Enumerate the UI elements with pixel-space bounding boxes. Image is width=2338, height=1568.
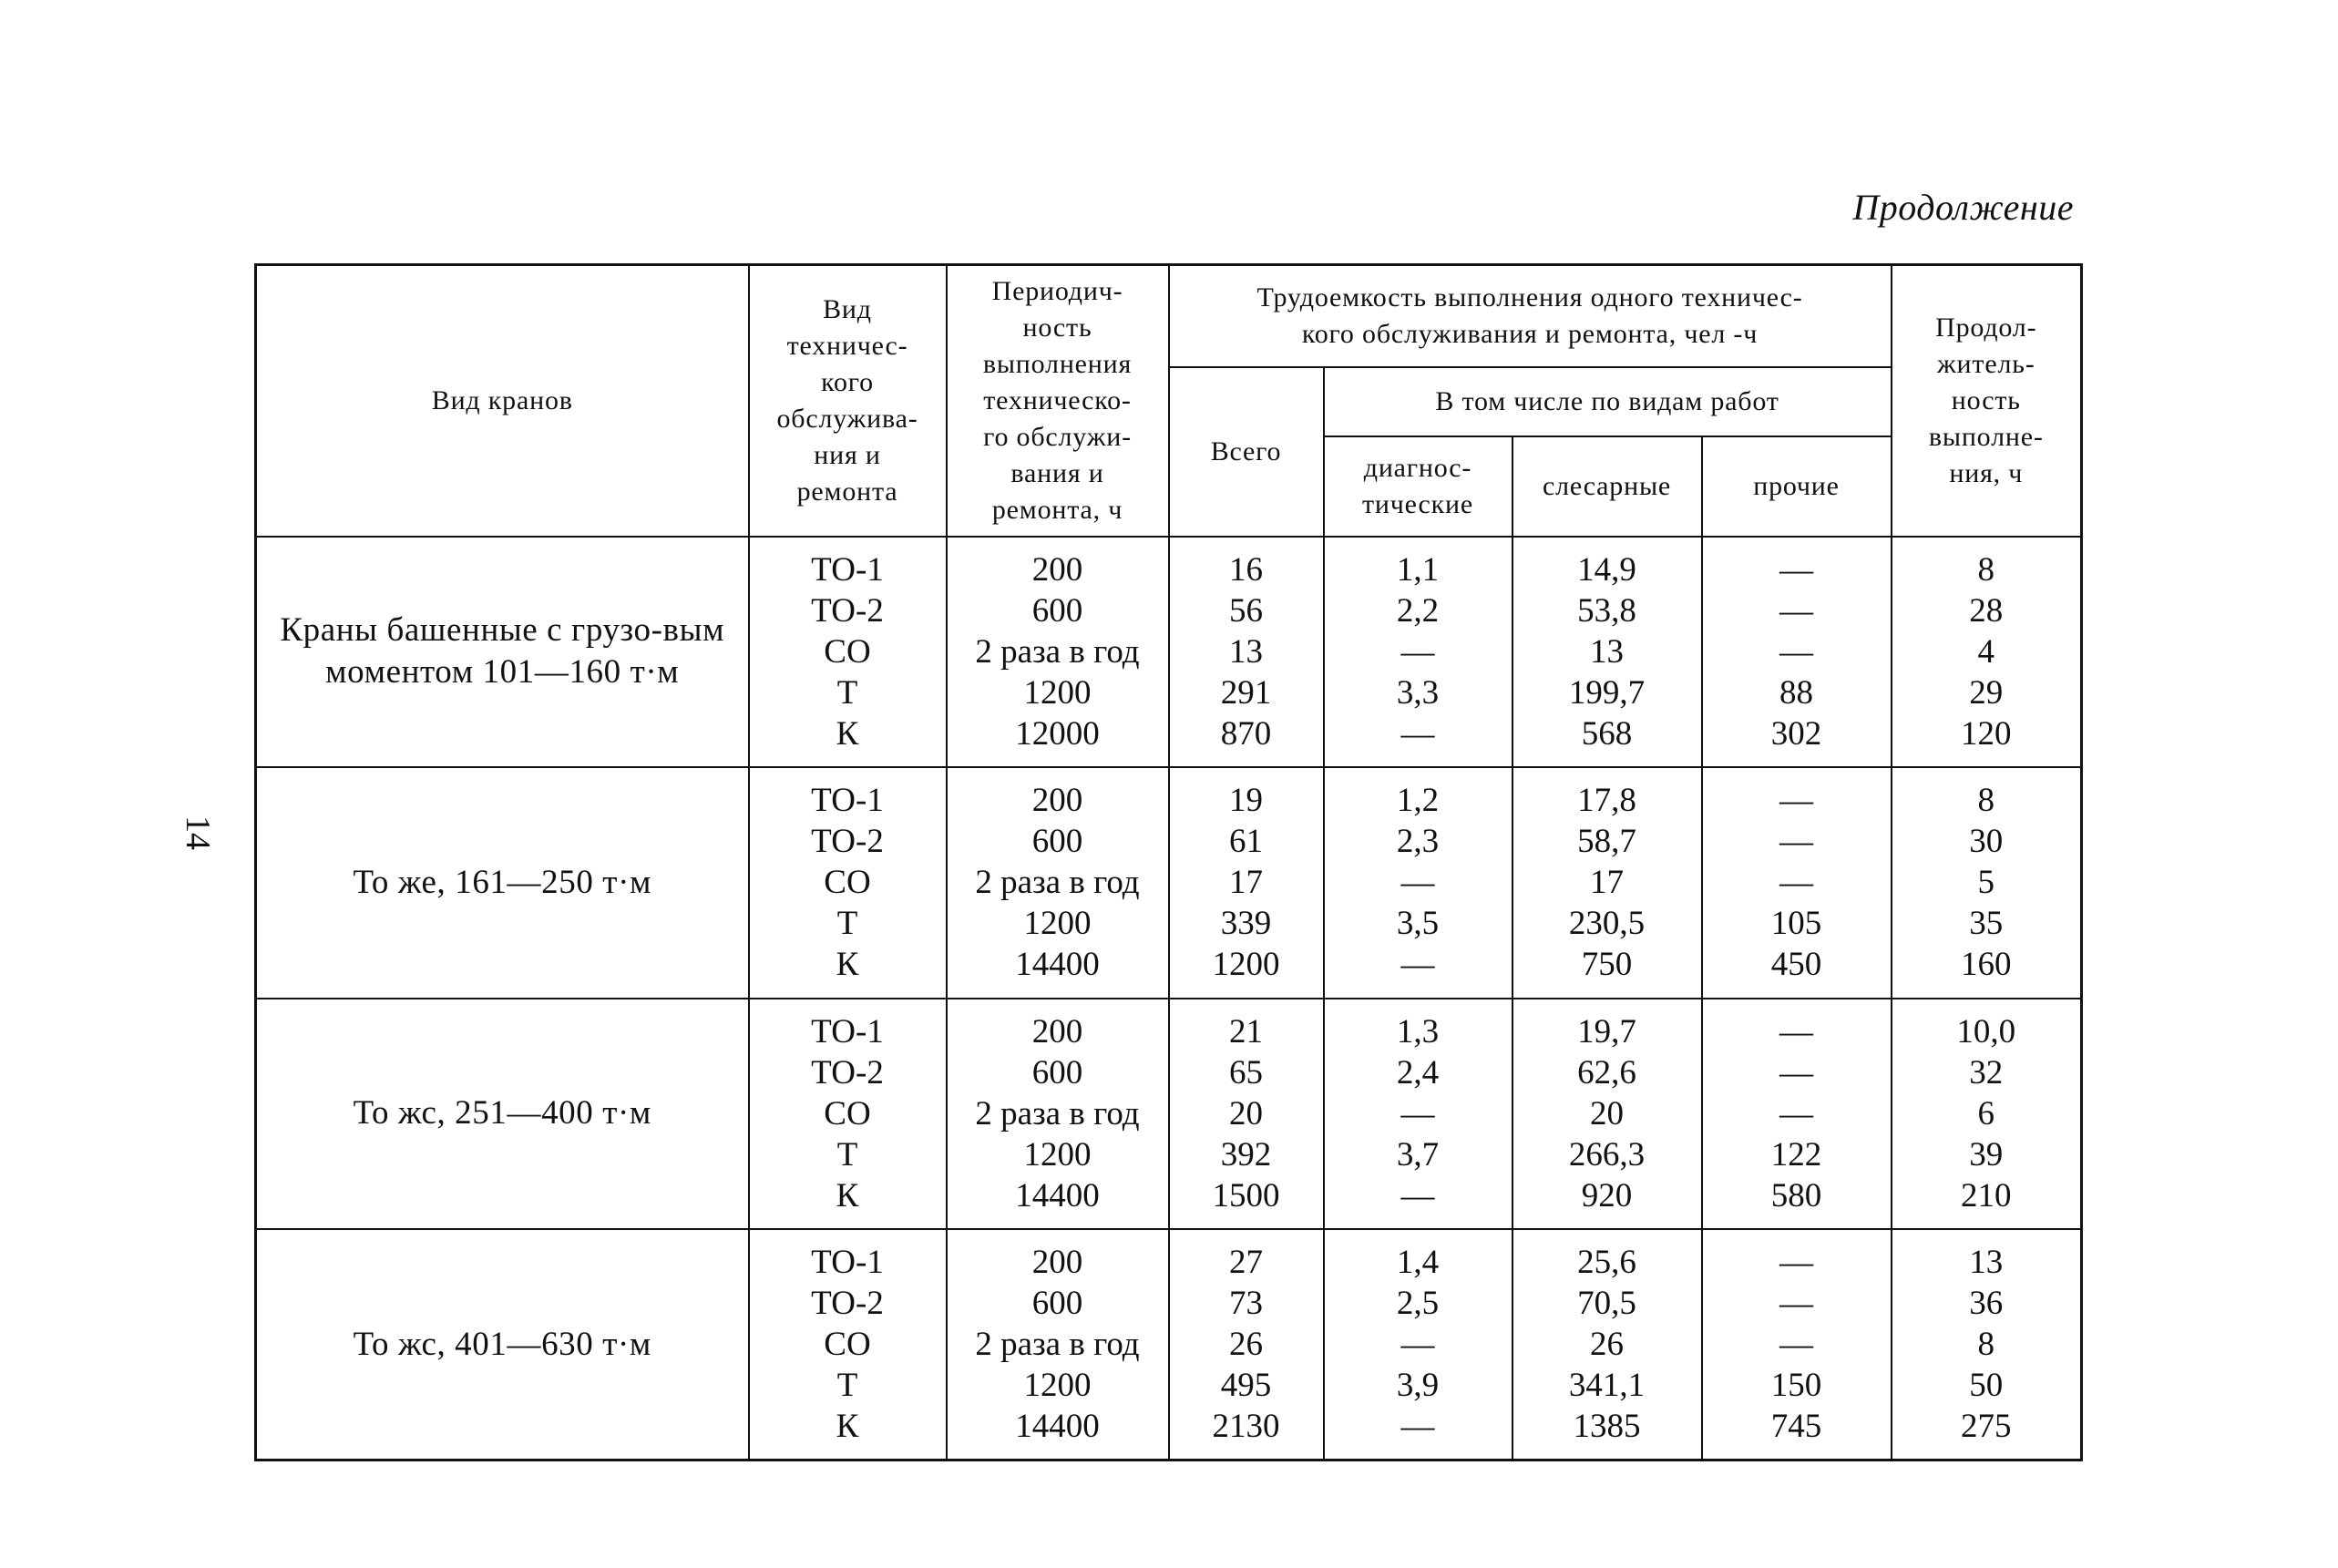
header-other: прочие: [1702, 436, 1892, 537]
other-cell: [1702, 767, 1892, 999]
cell-value: СО: [824, 1326, 871, 1363]
cell-value: —: [1779, 1326, 1813, 1363]
cell-value: 3,7: [1396, 1135, 1440, 1173]
cell-value: ТО-2: [811, 1285, 884, 1322]
total-cell: [1169, 999, 1324, 1230]
periodicity-cell: [947, 537, 1169, 768]
cell-value: 2 раза в год: [975, 632, 1140, 671]
cell-value: 14400: [1015, 1176, 1100, 1214]
cell-value: Т: [836, 1367, 858, 1404]
cell-value: —: [1779, 550, 1813, 589]
cell-value: 17: [1590, 864, 1624, 902]
cell-value: 58,7: [1577, 823, 1636, 861]
cell-value: —: [1400, 714, 1435, 753]
cell-value: СО: [824, 1094, 871, 1132]
cell-value: 291: [1220, 673, 1272, 712]
cell-value: 105: [1770, 905, 1822, 943]
cell-value: К: [836, 1408, 859, 1445]
cell-value: 3,3: [1396, 673, 1440, 712]
cell-value: 2 раза в год: [975, 1094, 1140, 1132]
periodicity-cell: [947, 767, 1169, 999]
cell-value: 20: [1590, 1094, 1624, 1132]
diagnostic-cell: [1324, 537, 1513, 768]
locksmith-cell: [1513, 537, 1702, 768]
cell-value: 53,8: [1577, 591, 1636, 630]
cell-value: 26: [1590, 1326, 1624, 1363]
total-cell: [1169, 767, 1324, 999]
page-number: 14: [179, 815, 217, 850]
cell-value: ТО-2: [811, 823, 884, 861]
cell-value: —: [1400, 1408, 1435, 1445]
periodicity-cell: [947, 1229, 1169, 1460]
cell-value: 200: [1031, 1244, 1083, 1281]
total-cell: [1169, 1229, 1324, 1460]
cell-value: Т: [836, 905, 858, 943]
cell-value: 19,7: [1577, 1012, 1636, 1050]
cell-value: 1200: [1023, 673, 1092, 712]
crane-type-cell: Краны башенные с грузо-вым моментом 101—160 т·м: [256, 537, 749, 768]
cell-value: 17,8: [1577, 782, 1636, 820]
cell-value: 302: [1770, 714, 1822, 753]
cell-value: 150: [1770, 1367, 1822, 1404]
cell-value: 1385: [1573, 1408, 1641, 1445]
cell-value: 88: [1779, 673, 1813, 712]
maintenance-type-cell: [749, 767, 947, 999]
cell-value: 745: [1770, 1408, 1822, 1445]
cell-value: 50: [1969, 1367, 2004, 1404]
duration-cell: [1892, 537, 2082, 768]
cell-value: 2,2: [1396, 591, 1440, 630]
cell-value: Т: [836, 673, 858, 712]
cell-value: 17: [1229, 864, 1263, 902]
cell-value: 10,0: [1956, 1012, 2016, 1050]
cell-value: 2 раза в год: [975, 1326, 1140, 1363]
cell-value: ТО-1: [811, 550, 884, 589]
cell-value: 120: [1961, 714, 2012, 753]
cell-value: —: [1400, 1326, 1435, 1363]
cell-value: 1200: [1023, 1135, 1092, 1173]
cell-value: 21: [1229, 1012, 1263, 1050]
cell-value: 275: [1961, 1408, 2012, 1445]
header-duration: Продол- житель- ность выполне- ния, ч: [1892, 265, 2082, 537]
cell-value: 2 раза в год: [975, 864, 1140, 902]
other-cell: [1702, 1229, 1892, 1460]
cell-value: 61: [1229, 823, 1263, 861]
cell-value: 14400: [1015, 1408, 1100, 1445]
maintenance-type-cell: [749, 1229, 947, 1460]
cell-value: 14400: [1015, 946, 1100, 984]
cell-value: ТО-1: [811, 1012, 884, 1050]
cell-value: 12000: [1015, 714, 1100, 753]
duration-cell: [1892, 767, 2082, 999]
cell-value: 16: [1229, 550, 1263, 589]
periodicity-cell: [947, 999, 1169, 1230]
cell-value: —: [1400, 864, 1435, 902]
cell-value: 568: [1581, 714, 1633, 753]
cell-value: 450: [1770, 946, 1822, 984]
duration-cell: [1892, 1229, 2082, 1460]
cell-value: 35: [1969, 905, 2004, 943]
cell-value: 70,5: [1577, 1285, 1636, 1322]
diagnostic-cell: [1324, 1229, 1513, 1460]
cell-value: —: [1779, 1012, 1813, 1050]
crane-type-cell: То же, 161—250 т·м: [256, 767, 749, 999]
maintenance-type-cell: [749, 999, 947, 1230]
cell-value: 6: [1977, 1094, 1995, 1132]
cell-value: К: [836, 946, 859, 984]
crane-maintenance-table: [254, 263, 2083, 1461]
crane-type-cell: То жс, 251—400 т·м: [256, 999, 749, 1230]
cell-value: 1200: [1023, 905, 1092, 943]
cell-value: ТО-2: [811, 1053, 884, 1091]
cell-value: 8: [1977, 782, 1995, 820]
cell-value: 62,6: [1577, 1053, 1636, 1091]
cell-value: 920: [1581, 1176, 1633, 1214]
cell-value: 2,5: [1396, 1285, 1440, 1322]
cell-value: 230,5: [1568, 905, 1646, 943]
duration-cell: [1892, 999, 2082, 1230]
diagnostic-cell: [1324, 999, 1513, 1230]
cell-value: 5: [1977, 864, 1995, 902]
cell-value: 1200: [1023, 1367, 1092, 1404]
cell-value: 1,1: [1396, 550, 1440, 589]
cell-value: К: [836, 1176, 859, 1214]
cell-value: —: [1779, 1053, 1813, 1091]
cell-value: 160: [1961, 946, 2012, 984]
header-locksmith: слесарные: [1513, 436, 1702, 537]
cell-value: 199,7: [1568, 673, 1646, 712]
cell-value: 19: [1229, 782, 1263, 820]
cell-value: 1500: [1212, 1176, 1280, 1214]
cell-value: —: [1779, 1094, 1813, 1132]
total-cell: [1169, 537, 1324, 768]
cell-value: 73: [1229, 1285, 1263, 1322]
cell-value: ТО-2: [811, 591, 884, 630]
cell-value: —: [1400, 1176, 1435, 1214]
header-periodicity: Периодич- ность выполнения техническо- го обслужи- вания и ремонта, ч: [947, 265, 1169, 537]
other-cell: [1702, 537, 1892, 768]
header-total: Всего: [1169, 367, 1324, 537]
cell-value: 200: [1031, 782, 1083, 820]
cell-value: —: [1400, 1094, 1435, 1132]
header-maintenance-type: Вид техничес- кого обслужива- ния и ремонта: [749, 265, 947, 537]
cell-value: 600: [1031, 1285, 1083, 1322]
maintenance-type-cell: [749, 537, 947, 768]
cell-value: 600: [1031, 591, 1083, 630]
cell-value: 1200: [1212, 946, 1280, 984]
cell-value: 30: [1969, 823, 2004, 861]
cell-value: 4: [1977, 632, 1995, 671]
cell-value: 26: [1229, 1326, 1263, 1363]
cell-value: 13: [1590, 632, 1624, 671]
cell-value: 750: [1581, 946, 1633, 984]
cell-value: 1,2: [1396, 782, 1440, 820]
crane-type-cell: То жс, 401—630 т·м: [256, 1229, 749, 1460]
cell-value: 2130: [1212, 1408, 1280, 1445]
cell-value: 13: [1969, 1244, 2004, 1281]
cell-value: 870: [1220, 714, 1272, 753]
cell-value: СО: [824, 632, 871, 671]
cell-value: —: [1779, 1285, 1813, 1322]
cell-value: 25,6: [1577, 1244, 1636, 1281]
cell-value: 32: [1969, 1053, 2004, 1091]
cell-value: 600: [1031, 823, 1083, 861]
table-row: [256, 1229, 2082, 1460]
header-labor-intensity: Трудоемкость выполнения одного техничес- кого обслуживания и ремонта, чел -ч: [1169, 265, 1892, 367]
cell-value: 29: [1969, 673, 2004, 712]
cell-value: 1,4: [1396, 1244, 1440, 1281]
cell-value: 56: [1229, 591, 1263, 630]
cell-value: ТО-1: [811, 782, 884, 820]
cell-value: —: [1400, 632, 1435, 671]
other-cell: [1702, 999, 1892, 1230]
cell-value: —: [1779, 823, 1813, 861]
cell-value: 200: [1031, 550, 1083, 589]
cell-value: 580: [1770, 1176, 1822, 1214]
locksmith-cell: [1513, 999, 1702, 1230]
cell-value: 20: [1229, 1094, 1263, 1132]
cell-value: 392: [1220, 1135, 1272, 1173]
cell-value: —: [1400, 946, 1435, 984]
cell-value: 3,9: [1396, 1367, 1440, 1404]
diagnostic-cell: [1324, 767, 1513, 999]
cell-value: 8: [1977, 550, 1995, 589]
table-row: [256, 537, 2082, 768]
cell-value: 341,1: [1568, 1367, 1646, 1404]
cell-value: 27: [1229, 1244, 1263, 1281]
cell-value: —: [1779, 1244, 1813, 1281]
cell-value: 14,9: [1577, 550, 1636, 589]
cell-value: 1,3: [1396, 1012, 1440, 1050]
header-diagnostic: диагнос- тические: [1324, 436, 1513, 537]
cell-value: 495: [1220, 1367, 1272, 1404]
table-row: [256, 999, 2082, 1230]
cell-value: К: [836, 714, 859, 753]
cell-value: 3,5: [1396, 905, 1440, 943]
header-by-work-types: В том числе по видам работ: [1324, 367, 1892, 436]
cell-value: 210: [1961, 1176, 2012, 1214]
cell-value: 2,4: [1396, 1053, 1440, 1091]
cell-value: 13: [1229, 632, 1263, 671]
locksmith-cell: [1513, 1229, 1702, 1460]
table-row: [256, 767, 2082, 999]
cell-value: Т: [836, 1135, 858, 1173]
cell-value: 36: [1969, 1285, 2004, 1322]
cell-value: 339: [1220, 905, 1272, 943]
cell-value: —: [1779, 782, 1813, 820]
cell-value: 122: [1770, 1135, 1822, 1173]
cell-value: —: [1779, 632, 1813, 671]
cell-value: 200: [1031, 1012, 1083, 1050]
cell-value: 39: [1969, 1135, 2004, 1173]
cell-value: 8: [1977, 1326, 1995, 1363]
header-crane-type: Вид кранов: [256, 265, 749, 537]
cell-value: 266,3: [1568, 1135, 1646, 1173]
continuation-caption: Продолжение: [1852, 187, 2074, 228]
table-body: [256, 537, 2082, 1460]
locksmith-cell: [1513, 767, 1702, 999]
cell-value: 65: [1229, 1053, 1263, 1091]
cell-value: ТО-1: [811, 1244, 884, 1281]
cell-value: СО: [824, 864, 871, 902]
cell-value: 28: [1969, 591, 2004, 630]
cell-value: —: [1779, 591, 1813, 630]
cell-value: —: [1779, 864, 1813, 902]
cell-value: 2,3: [1396, 823, 1440, 861]
cell-value: 600: [1031, 1053, 1083, 1091]
